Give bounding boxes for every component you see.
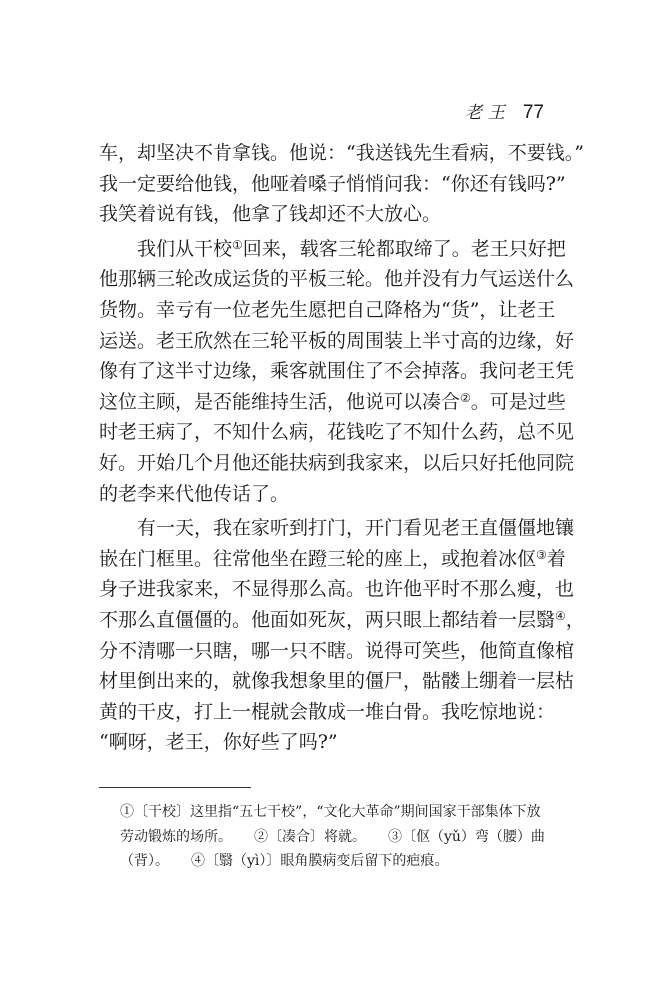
text-line: 像有了这半寸边缘，乘客就围住了不会掉落。我问老王凭 [99, 360, 575, 383]
footnote-divider [99, 787, 251, 788]
text-line: 货物。幸亏有一位老先生愿把自己降格为“货”，让老王 [99, 298, 556, 321]
text-line: 有一天，我在家听到打门，开门看见老王直僵僵地镶 [137, 517, 575, 540]
footnote-text: ②〔凑合〕将就。 [254, 828, 366, 845]
text-line: 运送。老王欣然在三轮平板的周围装上半寸高的边缘，好 [99, 329, 575, 352]
text-line: 黄的干皮，打上一棍就会散成一堆白骨。我吃惊地说： [99, 700, 556, 723]
text-span: 我们从干校 [137, 237, 233, 260]
footnote-text: ④〔翳（yì）〕眼角膜病变后留下的疤痕。 [191, 853, 449, 869]
text-line [99, 544, 566, 575]
text-line [99, 234, 566, 265]
footnote-ref-2: ② [460, 390, 471, 405]
text-line [99, 605, 585, 636]
footnote-text: （背）。 [120, 853, 169, 869]
paragraph-2 [99, 234, 575, 509]
chapter-title: 老王 [464, 103, 511, 123]
paragraph-1 [99, 138, 584, 230]
text-span: 这位主顾，是否能维持生活，他说可以凑合 [99, 390, 461, 413]
text-line: 我笑着说有钱，他拿了钱却还不大放心。 [99, 203, 442, 226]
text-line: 时老王病了，不知什么病，花钱吃了不知什么药，总不见 [99, 421, 575, 444]
footnote-line [120, 849, 560, 874]
text-line: 我一定要给他钱，他哑着嗓子悄悄问我：“你还有钱吗?” [99, 172, 566, 195]
text-line: 的老李来代他传话了。 [99, 482, 290, 505]
footnote-text: 劳动锻炼的场所。 [120, 828, 232, 845]
footnote-text: ③〔伛（yǔ）弯（腰）曲 [388, 828, 545, 845]
footnote-ref-1: ① [232, 237, 243, 252]
text-span: 。可是过些 [470, 390, 566, 413]
text-line: 分不清哪一只瞎，哪一只不瞎。说得可笑些，他简直像棺 [99, 639, 575, 662]
text-line: “啊呀，老王，你好些了吗?” [99, 731, 338, 754]
text-line: 好。开始几个月他还能扶病到我家来，以后只好托他同院 [99, 451, 575, 474]
text-span: 回来，载客三轮都取缔了。老王只好把 [242, 237, 566, 260]
footnote-ref-4: ④ [555, 608, 566, 623]
body-text [99, 138, 585, 758]
text-line: 身子进我家来，不显得那么高。也许他平时不那么瘦，也 [99, 578, 575, 601]
text-span: 着 [546, 547, 566, 570]
text-span: 不那么直僵僵的。他面如死灰，两只眼上都结着一层翳 [99, 608, 556, 631]
footnotes [120, 800, 560, 874]
page-number: 77 [522, 102, 544, 123]
text-line: 他那辆三轮改成运货的平板三轮。他并没有力气运送什么 [99, 268, 575, 291]
text-line: 材里倒出来的，就像我想象里的僵尸，骷髅上绷着一层枯 [99, 670, 575, 693]
text-span: 嵌在门框里。往常他坐在蹬三轮的座上，或抱着冰伛 [99, 547, 537, 570]
paragraph-3 [99, 513, 585, 758]
running-head [465, 98, 544, 124]
footnote-line: ①〔干校〕这里指“五七干校”，“文化大革命”期间国家干部集体下放 [120, 804, 541, 820]
footnote-line [120, 825, 560, 850]
text-line: 车，却坚决不肯拿钱。他说：“我送钱先生看病，不要钱。” [99, 142, 584, 164]
text-line [99, 387, 566, 418]
footnote-ref-3: ③ [536, 547, 547, 562]
text-span: ， [565, 608, 585, 631]
